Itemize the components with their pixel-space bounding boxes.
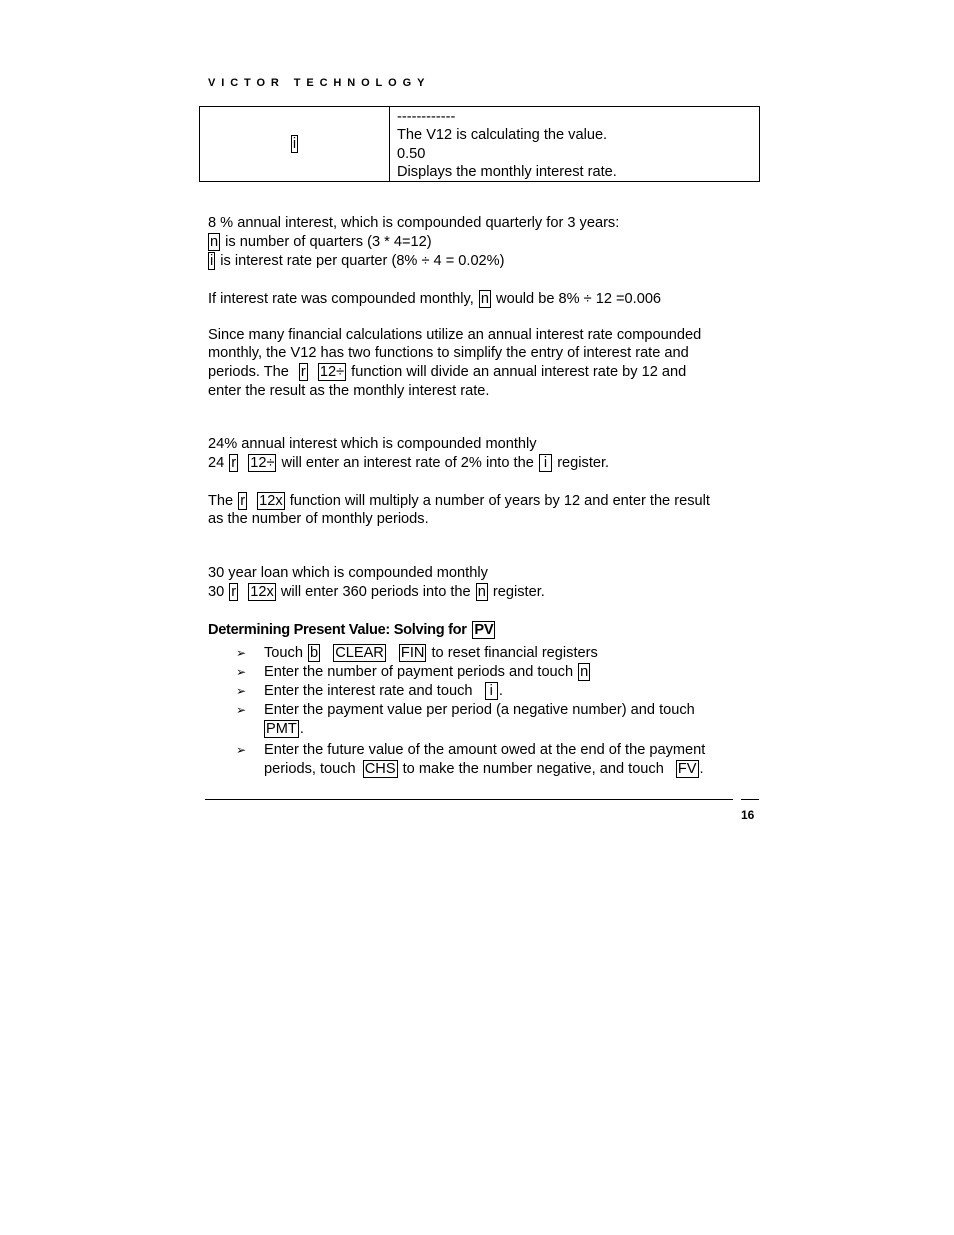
key-12x-box: 12x: [259, 493, 283, 509]
key-12x-box: 12x: [250, 584, 274, 600]
footer-rule-short: [741, 799, 759, 800]
key-cell: [200, 107, 390, 182]
list-item: [236, 701, 756, 739]
description-line: ------------: [397, 109, 456, 125]
text: register.: [488, 584, 545, 600]
text: to make the number negative, and touch: [398, 761, 668, 777]
key-i-box: i: [539, 454, 552, 472]
list-item: [236, 663, 756, 682]
description-line: The V12 is calculating the value.: [397, 127, 608, 144]
text: periods, touch: [264, 761, 360, 777]
key-r-box: r: [240, 493, 246, 509]
key-12-divide-box: 12÷: [319, 364, 345, 380]
description-line: Displays the monthly interest rate.: [397, 163, 617, 180]
text: Enter the payment value per period (a negative number) and touch: [264, 702, 695, 718]
text: .: [699, 761, 704, 777]
text: Enter the interest rate and touch: [264, 683, 477, 699]
text: Touch: [264, 645, 307, 661]
arrow-bullet-icon: ➢: [236, 703, 247, 717]
example-30-heading: 30 year loan which is compounded monthly: [208, 565, 488, 581]
text: would be 8% ÷ 12 =0.006: [491, 291, 662, 307]
section-heading: [208, 621, 496, 640]
key-i-box: i: [485, 682, 498, 700]
key-fv-box: FV: [677, 761, 697, 777]
arrow-bullet-icon: ➢: [236, 665, 247, 679]
key-n-box: n: [580, 664, 589, 680]
list-item: [236, 741, 756, 779]
example-30-keys: [208, 583, 758, 602]
text: will enter 360 periods into the: [276, 584, 475, 600]
text: 24: [208, 455, 229, 471]
steps-list: [236, 644, 756, 779]
key-n-box: n: [210, 234, 219, 250]
key-r-box: r: [300, 364, 306, 380]
key-pmt-box: PMT: [266, 721, 297, 737]
text: The: [208, 493, 238, 509]
description-line: 0.50: [397, 145, 426, 162]
key-i-box: i: [210, 253, 214, 269]
example-quarterly-i: [208, 252, 758, 271]
key-description-table: [199, 106, 760, 182]
text: 30: [208, 584, 229, 600]
key-fin-box: FIN: [400, 645, 425, 661]
table-row: [200, 107, 760, 182]
paragraph-line: [208, 363, 758, 382]
paragraph-line: monthly, the V12 has two functions to simplify the entry of interest rate and: [208, 345, 689, 361]
list-item: [236, 682, 756, 701]
text: is interest rate per quarter (8% ÷ 4 = 0.02%): [216, 253, 505, 269]
key-i-box: i: [292, 135, 297, 152]
text: register.: [553, 455, 610, 471]
page-number: 16: [741, 808, 755, 822]
example-quarterly-n: [208, 233, 758, 252]
key-clear-box: CLEAR: [335, 645, 384, 661]
key-pv-box: PV: [474, 622, 494, 638]
text: periods. The: [208, 364, 293, 380]
example-24-keys: [208, 454, 758, 473]
key-12-divide-box: 12÷: [250, 455, 275, 471]
list-item: [236, 644, 756, 663]
paragraph-line: [208, 492, 758, 511]
arrow-bullet-icon: ➢: [236, 743, 247, 757]
text: will enter an interest rate of 2% into the: [277, 455, 538, 471]
key-b-box: b: [310, 645, 319, 661]
text: .: [299, 721, 304, 737]
key-r-box: r: [231, 584, 237, 600]
text: If interest rate was compounded monthly,: [208, 291, 478, 307]
text: to reset financial registers: [427, 645, 598, 661]
arrow-bullet-icon: ➢: [236, 684, 247, 698]
arrow-bullet-icon: ➢: [236, 646, 247, 660]
key-n-box: n: [480, 291, 489, 307]
text: function will multiply a number of years by 12 and enter the result: [285, 493, 710, 509]
text: Enter the number of payment periods and touch: [264, 664, 578, 680]
key-chs-box: CHS: [364, 761, 396, 777]
example-24-heading: 24% annual interest which is compounded monthly: [208, 436, 537, 452]
paragraph-line: enter the result as the monthly interest rate.: [208, 383, 490, 399]
description-cell: [390, 107, 760, 182]
footer-rule: [205, 799, 733, 800]
paragraph-line: as the number of monthly periods.: [208, 511, 429, 527]
text: is number of quarters (3 * 4=12): [221, 234, 432, 250]
text: .: [498, 683, 503, 699]
key-n-box: n: [477, 584, 486, 600]
text: function will divide an annual interest rate by 12 and: [347, 364, 687, 380]
monthly-note: [208, 290, 758, 309]
paragraph-line: Since many financial calculations utilize an annual interest rate compounded: [208, 327, 702, 343]
example-quarterly-heading: 8 % annual interest, which is compounded quarterly for 3 years:: [208, 215, 620, 231]
text: Determining Present Value: Solving for: [208, 622, 471, 638]
key-r-box: r: [231, 455, 237, 471]
running-header: VICTOR TECHNOLOGY: [208, 77, 431, 89]
text: Enter the future value of the amount owed at the end of the payment: [264, 742, 706, 758]
